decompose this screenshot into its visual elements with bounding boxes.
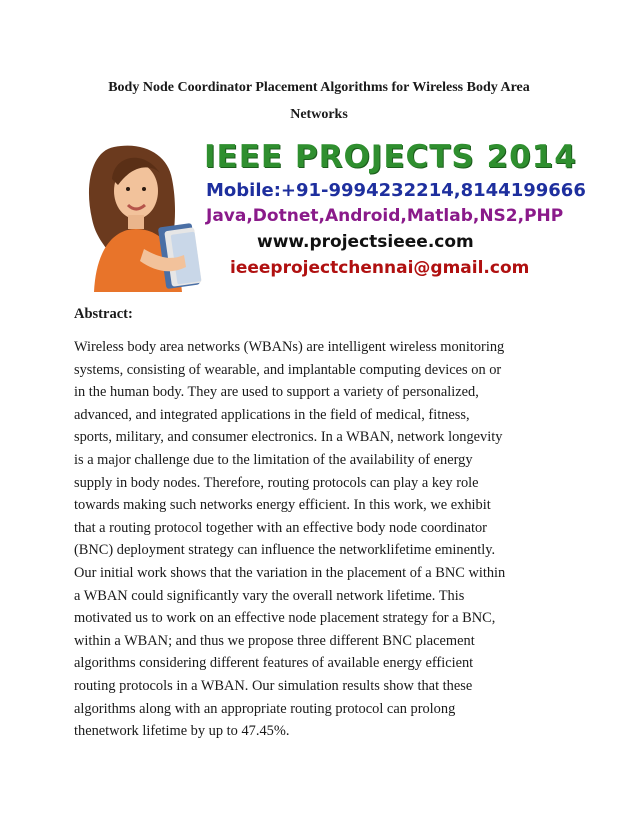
abstract-line: Our initial work shows that the variation in the placement of a BNC within [74, 564, 506, 581]
abstract-line: thenetwork lifetime by up to 47.45%. [74, 723, 290, 740]
abstract-line: supply in body nodes. Therefore, routing protocols can play a key role [74, 474, 479, 491]
abstract-line: advanced, and integrated applications in the field of medical, fitness, [74, 406, 470, 423]
abstract-line: routing protocols in a WBAN. Our simulation results show that these [74, 677, 473, 694]
ieee-projects-banner [74, 129, 586, 292]
banner-email-link[interactable]: ieeeprojectchennai@gmail.com [230, 258, 530, 278]
abstract-line: in the human body. They are used to support a variety of personalized, [74, 384, 479, 401]
abstract-line: algorithms along with an appropriate routing protocol can prolong [74, 700, 456, 717]
abstract-line: towards making such networks energy efficient. In this work, we exhibit [74, 497, 491, 514]
title-line-2: Networks [290, 107, 348, 122]
abstract-body [74, 336, 574, 743]
abstract-line: (BNC) deployment strategy can influence the networklifetime eminently. [74, 542, 496, 559]
abstract-line: Wireless body area networks (WBANs) are intelligent wireless monitoring [74, 339, 505, 355]
abstract-line: that a routing protocol together with an effective body node coordinator [74, 519, 487, 536]
banner-mobile: Mobile:+91-9994232214,8144199666 [206, 180, 586, 201]
abstract-line: is a major challenge due to the limitation of the availability of energy [74, 451, 473, 468]
title-line-1: Body Node Coordinator Placement Algorithms for Wireless Body Area [108, 80, 530, 95]
abstract-line: sports, military, and consumer electronics. In a WBAN, network longevity [74, 429, 503, 446]
banner-technologies: Java,Dotnet,Android,Matlab,NS2,PHP [206, 206, 564, 226]
banner-title: IEEE PROJECTS 2014 [204, 139, 577, 175]
abstract-line: motivated us to work on an effective node placement strategy for a BNC, [74, 610, 496, 627]
banner-website-link[interactable]: www.projectsieee.com [257, 232, 474, 252]
abstract-line: systems, consisting of wearable, and implantable computing devices on or [74, 361, 502, 378]
abstract-heading: Abstract: [74, 306, 133, 322]
abstract-line: a WBAN could significantly vary the overall network lifetime. This [74, 587, 465, 604]
document-title [60, 74, 578, 128]
abstract-line: algorithms considering different features of available energy efficient [74, 655, 474, 672]
abstract-line: within a WBAN; and thus we propose three different BNC placement [74, 632, 475, 649]
